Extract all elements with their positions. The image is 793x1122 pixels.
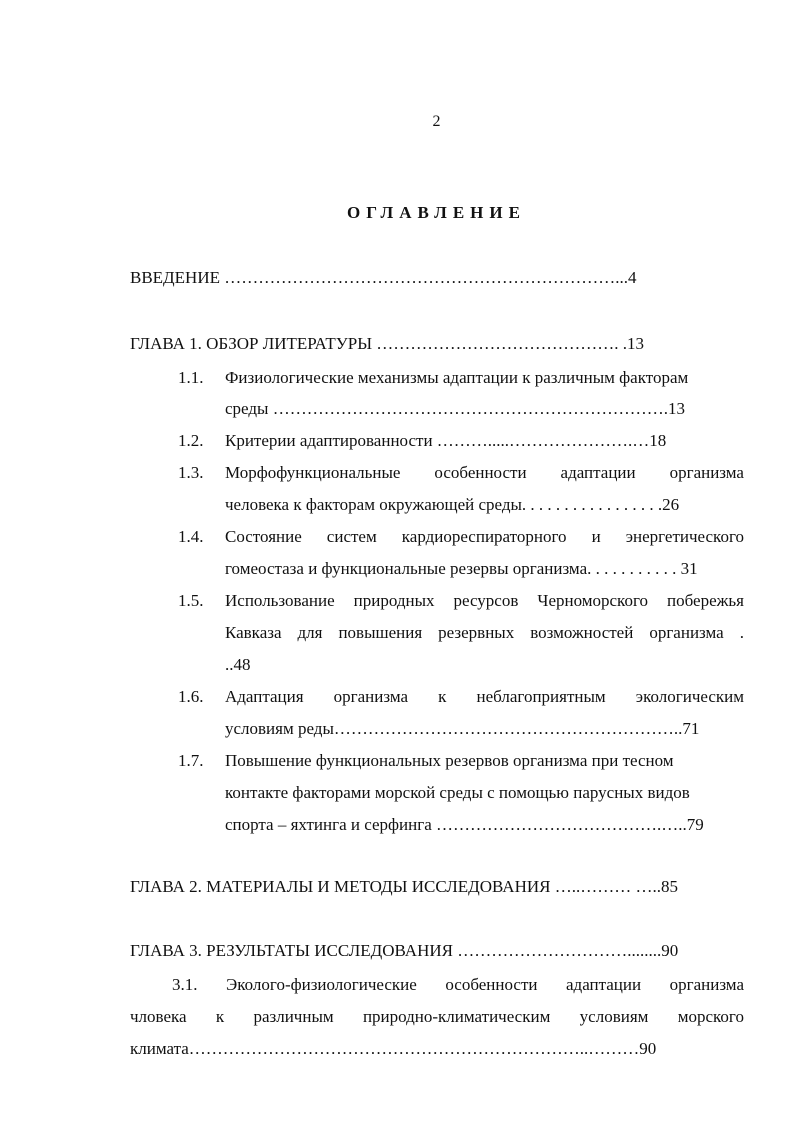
word: Черноморского: [537, 591, 649, 610]
toc-entry-1-7-line2[interactable]: контакте факторами морской среды с помощью парусных видов: [225, 783, 690, 802]
toc-entry-3-1-line1[interactable]: [172, 975, 744, 995]
word: природных: [353, 591, 435, 610]
toc-entry-chapter-1[interactable]: ГЛАВА 1. ОБЗОР ЛИТЕРАТУРЫ ……………………………………. .13: [130, 334, 645, 353]
toc-number-1-6: 1.6.: [178, 687, 204, 706]
page-number: 2: [432, 113, 441, 130]
word: Кавказа: [225, 623, 282, 642]
word: организма: [333, 687, 409, 706]
word: организма: [669, 463, 744, 482]
word: и: [591, 527, 601, 546]
toc-number-1-7: 1.7.: [178, 751, 204, 770]
word: Морфофункциональные: [225, 463, 401, 482]
toc-entry-chapter-2[interactable]: ГЛАВА 2. МАТЕРИАЛЫ И МЕТОДЫ ИССЛЕДОВАНИЯ …..……… …..85: [130, 877, 678, 896]
word: адаптации: [566, 975, 642, 994]
word: побережья: [667, 591, 744, 610]
word: Состояние: [225, 527, 302, 546]
toc-number-1-2: 1.2.: [178, 431, 204, 450]
toc-entry-1-6-line1[interactable]: [225, 687, 744, 707]
word: адаптации: [560, 463, 636, 482]
word: организма: [649, 623, 724, 642]
word: .: [739, 623, 744, 642]
word: к: [438, 687, 447, 706]
toc-number-1-3: 1.3.: [178, 463, 204, 482]
word: чловека: [130, 1007, 187, 1026]
word: Эколого-физиологические: [226, 975, 417, 994]
word: возможностей: [530, 623, 634, 642]
word: систем: [326, 527, 377, 546]
toc-entry-3-1-line3[interactable]: климата……………………………………………………………..………90: [130, 1039, 657, 1058]
toc-number-3-1: 3.1.: [172, 975, 198, 994]
toc-entry-chapter-3[interactable]: ГЛАВА 3. РЕЗУЛЬТАТЫ ИССЛЕДОВАНИЯ …………………………........90: [130, 941, 679, 960]
toc-number-1-4: 1.4.: [178, 527, 204, 546]
toc-entry-1-1-line1[interactable]: Физиологические механизмы адаптации к различным факторам: [225, 368, 689, 387]
word: экологическим: [635, 687, 744, 706]
word: Использование: [225, 591, 335, 610]
word: Адаптация: [225, 687, 304, 706]
word: к: [215, 1007, 225, 1026]
word: повышения: [338, 623, 423, 642]
toc-number-1-5: 1.5.: [178, 591, 204, 610]
toc-entry-1-7-line3[interactable]: спорта – яхтинга и серфинга ………………………………….…..79: [225, 815, 704, 834]
toc-number-1-1: 1.1.: [178, 368, 204, 387]
toc-entry-1-5-line2[interactable]: [225, 623, 744, 643]
word: энергетического: [625, 527, 744, 546]
word: условиям: [579, 1007, 649, 1026]
word: особенности: [434, 463, 527, 482]
toc-entry-1-5-line1[interactable]: [225, 591, 744, 611]
word: для: [297, 623, 323, 642]
word: кардиореспираторного: [401, 527, 567, 546]
word: ресурсов: [453, 591, 519, 610]
toc-entry-1-1-line2[interactable]: среды …………………………………………………………….13: [225, 399, 685, 418]
toc-entry-1-4-line1[interactable]: [225, 527, 744, 547]
toc-entry-1-4-line2[interactable]: гомеостаза и функциональные резервы организма. . . . . . . . . . . 31: [225, 559, 698, 578]
toc-entry-1-2-line1[interactable]: Критерии адаптированности ……….....………………….…18: [225, 431, 667, 450]
toc-entry-3-1-line2[interactable]: [130, 1007, 744, 1027]
word: морского: [677, 1007, 744, 1026]
word: неблагоприятным: [476, 687, 606, 706]
word: особенности: [445, 975, 538, 994]
word: природно-климатическим: [362, 1007, 551, 1026]
toc-entry-1-3-line2[interactable]: человека к факторам окружающей среды. . . . . . . . . . . . . . . . .26: [225, 495, 680, 514]
toc-entry-1-7-line1[interactable]: Повышение функциональных резервов организма при тесном: [225, 751, 674, 770]
word: резервных: [438, 623, 515, 642]
toc-entry-introduction[interactable]: ВВЕДЕНИЕ ……………………………………………………………...4: [130, 268, 637, 287]
toc-title: ОГЛАВЛЕНИЕ: [347, 203, 526, 222]
toc-entry-1-5-line3[interactable]: ..48: [225, 655, 251, 674]
toc-entry-1-3-line1[interactable]: [225, 463, 744, 483]
toc-entry-1-6-line2[interactable]: условиям реды……………………………………………………..71: [225, 719, 700, 738]
word: различным: [253, 1007, 334, 1026]
word: организма: [669, 975, 744, 994]
